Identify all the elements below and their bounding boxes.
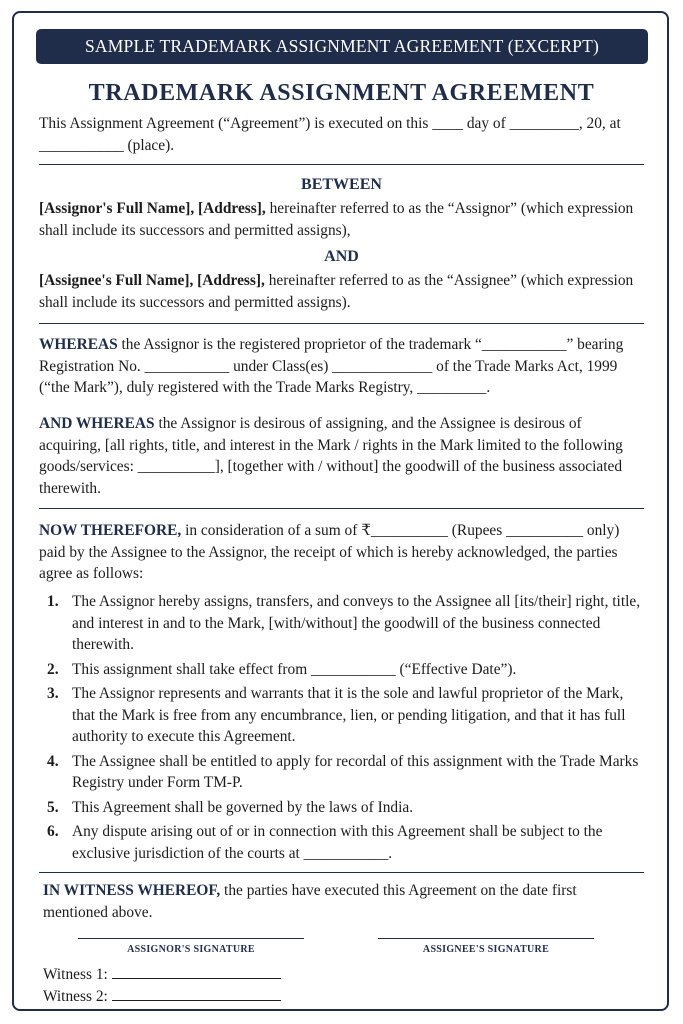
witness-whereof-lead: IN WITNESS WHEREOF, [43,882,221,899]
banner-text: SAMPLE TRADEMARK ASSIGNMENT AGREEMENT (EXCERPT) [84,36,600,56]
between-heading: BETWEEN [301,176,382,193]
clause-item [39,797,644,819]
now-therefore-text: in consideration of a sum of ₹__________ (Rupees __________ only) paid by the Assignee to the Assignor, the receipt of which is hereby acknowledged, the parties agree as follows: [39,522,620,582]
whereas-lead: WHEREAS [39,336,118,353]
assignee-signature-line[interactable] [378,938,594,939]
and-whereas-text: the Assignor is desirous of assigning, and the Assignee is desirous of acquiring, [all rights, title, and interest in the Mark / rights in the Mark limited to the following goods/services: __________], [together with / without] the goodwill of the business associated therewith. [39,415,623,497]
assignee-description: hereinafter referred to as the “Assignee” (which expression shall include its successors and permitted assigns). [39,272,634,311]
clause-item [39,821,644,864]
clause-number: 3. [47,685,59,702]
assignee-signature-label: ASSIGNEE'S SIGNATURE [422,944,550,955]
clause-number: 1. [47,593,59,610]
clause-list [39,591,644,867]
assignor-signature-line[interactable] [78,938,304,939]
witness-whereof-text: the parties have executed this Agreement on the date first mentioned above. [43,882,577,921]
intro-paragraph: This Assignment Agreement (“Agreement”) is executed on this ____ day of _________, 20, at ___________ (place). [39,115,621,154]
clause-text: The Assignor hereby assigns, transfers, and conveys to the Assignee all [its/their] right, title, and interest in and to the Mark, [with/without] the goodwill of the business connected therewith. [72,593,641,653]
clause-text: This assignment shall take effect from ___________ (“Effective Date”). [72,660,517,678]
clause-text: The Assignee shall be entitled to apply for recordal of this assignment with the Trade Marks Registry under Form TM-P. [72,752,639,791]
clause-number: 6. [47,823,59,840]
clause-item [39,591,644,656]
witness-1-line[interactable] [112,964,281,979]
now-therefore-lead: NOW THEREFORE, [39,522,182,539]
assignor-description: hereinafter referred to as the “Assignor” (which expression shall include its successors and permitted assigns), [39,200,634,239]
witness-whereof-paragraph [43,880,643,923]
clause-item [39,659,644,681]
whereas-text: the Assignor is the registered proprietor of the trademark “___________” bearing Registration No. ___________ under Class(es) _____________ of the Trade Marks Act, 1999 (“the Mark”), duly registered with the Trade Marks Registry, _________. [39,336,624,396]
clause-text: This Agreement shall be governed by the laws of India. [72,798,414,816]
clause-item [39,751,644,794]
clause-text: Any dispute arising out of or in connection with this Agreement shall be subject to the exclusive jurisdiction of the courts at ___________. [72,823,603,862]
now-therefore-paragraph [39,520,644,585]
witness-1-row [43,964,281,984]
clause-text: The Assignor represents and warrants that it is the sole and lawful proprietor of the Mark, that the Mark is free from any encumbrance, lien, or pending litigation, and that it has full authority to execute this Agreement. [72,685,626,745]
witness-2-label: Witness 2: [43,988,108,1005]
assignor-signature-label: ASSIGNOR'S SIGNATURE [127,944,255,955]
assignor-name: [Assignor's Full Name], [Address], [39,200,266,217]
witness-1-label: Witness 1: [43,966,108,983]
divider [39,164,644,165]
document-title: TRADEMARK ASSIGNMENT AGREEMENT [88,80,595,106]
assignee-name: [Assignee's Full Name], [Address], [39,272,265,289]
and-whereas-paragraph [39,413,644,499]
divider [39,872,644,873]
clause-number: 2. [47,660,59,678]
whereas-paragraph [39,334,644,399]
witness-2-row [43,986,281,1006]
and-whereas-lead: AND WHEREAS [39,415,155,432]
witness-2-line[interactable] [112,986,281,1001]
and-heading: AND [324,248,359,265]
clause-item [39,683,644,748]
assignor-paragraph [39,198,644,241]
divider [39,508,644,509]
clause-number: 5. [47,798,59,816]
assignee-paragraph [39,270,644,313]
clause-number: 4. [47,752,59,770]
divider [39,323,644,324]
header-banner [36,29,648,64]
